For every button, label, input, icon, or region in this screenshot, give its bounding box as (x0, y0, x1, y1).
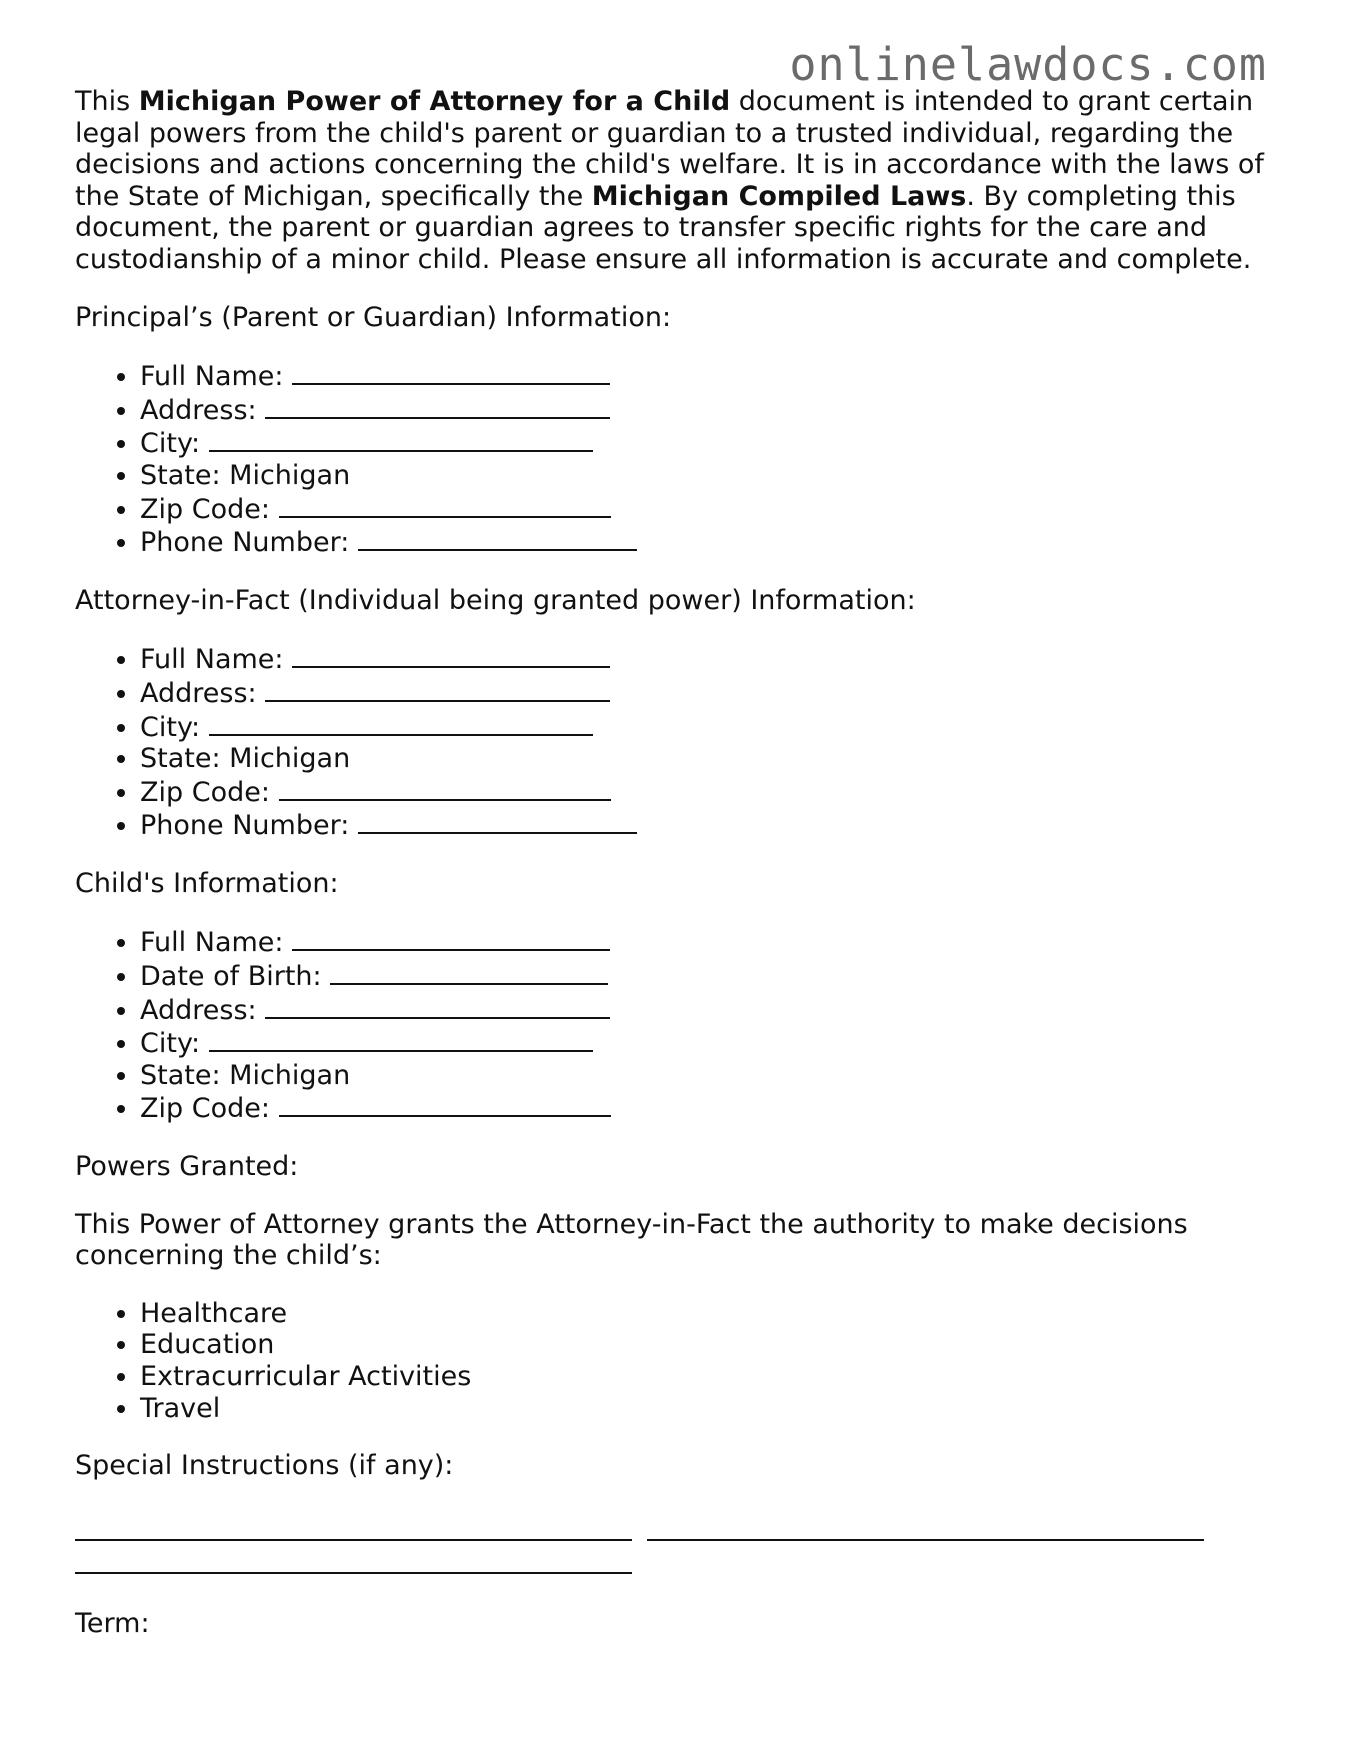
principal-full-name-blank[interactable] (292, 359, 610, 385)
power-item: • Travel (140, 1393, 1265, 1425)
field-label: Address: (140, 994, 257, 1026)
instruction-line-1[interactable] (75, 1515, 632, 1541)
attorney-address-blank[interactable] (265, 676, 610, 702)
powers-list (75, 1298, 1265, 1424)
child-zip-field (140, 1091, 1265, 1125)
instruction-line-3[interactable] (75, 1548, 632, 1574)
attorney-phone-field (140, 808, 1265, 842)
child-dob-blank[interactable] (330, 959, 608, 985)
document-body (75, 86, 1265, 1666)
field-label: City: (140, 428, 201, 460)
instruction-line-row (75, 1548, 1265, 1582)
child-full-name-blank[interactable] (292, 925, 610, 951)
special-instructions-lines (75, 1515, 1265, 1582)
attorney-address-field (140, 676, 1265, 710)
power-item: • Education (140, 1329, 1265, 1361)
child-dob-field (140, 959, 1265, 993)
principal-heading: Principal’s (Parent or Guardian) Information: (75, 301, 672, 333)
attorney-city-field (140, 710, 1265, 744)
field-label: Phone Number: (140, 810, 350, 842)
principal-address-field (140, 393, 1265, 427)
intro-paragraph (75, 86, 1265, 276)
attorney-zip-blank[interactable] (279, 775, 611, 801)
attorney-full-name-blank[interactable] (292, 642, 610, 668)
child-fields (75, 925, 1265, 1125)
child-address-field (140, 993, 1265, 1027)
field-label: Zip Code: (140, 493, 270, 525)
powers-text: This Power of Attorney grants the Attorney-in-Fact the authority to make decisions concerning the child’s: (75, 1208, 1188, 1272)
instruction-line-row (75, 1515, 1265, 1549)
principal-address-blank[interactable] (265, 393, 610, 419)
child-state-field: • State: Michigan (140, 1060, 1265, 1092)
field-label: Full Name: (140, 927, 284, 959)
field-label: Date of Birth: (140, 961, 322, 993)
principal-zip-field (140, 492, 1265, 526)
principal-zip-blank[interactable] (279, 492, 611, 518)
child-city-blank[interactable] (209, 1026, 593, 1052)
principal-state-field: • State: Michigan (140, 460, 1265, 492)
child-heading: Child's Information: (75, 867, 339, 899)
child-address-blank[interactable] (265, 993, 610, 1019)
principal-phone-blank[interactable] (358, 525, 637, 551)
principal-city-blank[interactable] (209, 426, 593, 452)
intro-bold-laws: Michigan Compiled Laws (591, 180, 967, 212)
field-label: Address: (140, 394, 257, 426)
powers-heading: Powers Granted: (75, 1151, 299, 1183)
special-instructions-heading: Special Instructions (if any): (75, 1450, 454, 1482)
field-label: City: (140, 1028, 201, 1060)
intro-text: This (75, 86, 139, 117)
attorney-city-blank[interactable] (209, 710, 593, 736)
principal-fields (75, 359, 1265, 559)
power-item: • Healthcare (140, 1298, 1265, 1330)
child-full-name-field (140, 925, 1265, 959)
principal-phone-field (140, 525, 1265, 559)
intro-text: document is intended to grant certain legal powers from the child's parent or guardian to a trusted individual, regarding the decisions and actions concerning the child's welfare. It is in accordance with the laws of the State of Michigan, specifically the (75, 86, 1264, 212)
power-item: • Extracurricular Activities (140, 1361, 1265, 1393)
field-label: Zip Code: (140, 776, 270, 808)
attorney-phone-blank[interactable] (358, 808, 637, 834)
field-label: Full Name: (140, 361, 284, 393)
field-label: Phone Number: (140, 527, 350, 559)
attorney-heading: Attorney-in-Fact (Individual being granted power) Information: (75, 584, 916, 616)
field-label: City: (140, 711, 201, 743)
child-zip-blank[interactable] (279, 1091, 611, 1117)
field-label: Zip Code: (140, 1093, 270, 1125)
term-heading: Term: (75, 1607, 150, 1639)
watermark: onlinelawdocs.com (789, 38, 1267, 91)
intro-bold-title: Michigan Power of Attorney for a Child (138, 86, 731, 117)
attorney-fields (75, 642, 1265, 842)
principal-full-name-field (140, 359, 1265, 393)
child-city-field (140, 1026, 1265, 1060)
intro-text: . By completing this document, the parent or guardian agrees to transfer specific rights for the care and custodianship of a minor child. Please ensure all information is accurate and complete. (75, 180, 1252, 275)
field-label: Full Name: (140, 644, 284, 676)
attorney-full-name-field (140, 642, 1265, 676)
instruction-line-2[interactable] (647, 1515, 1204, 1541)
field-label: Address: (140, 677, 257, 709)
principal-city-field (140, 426, 1265, 460)
attorney-state-field: • State: Michigan (140, 743, 1265, 775)
attorney-zip-field (140, 775, 1265, 809)
